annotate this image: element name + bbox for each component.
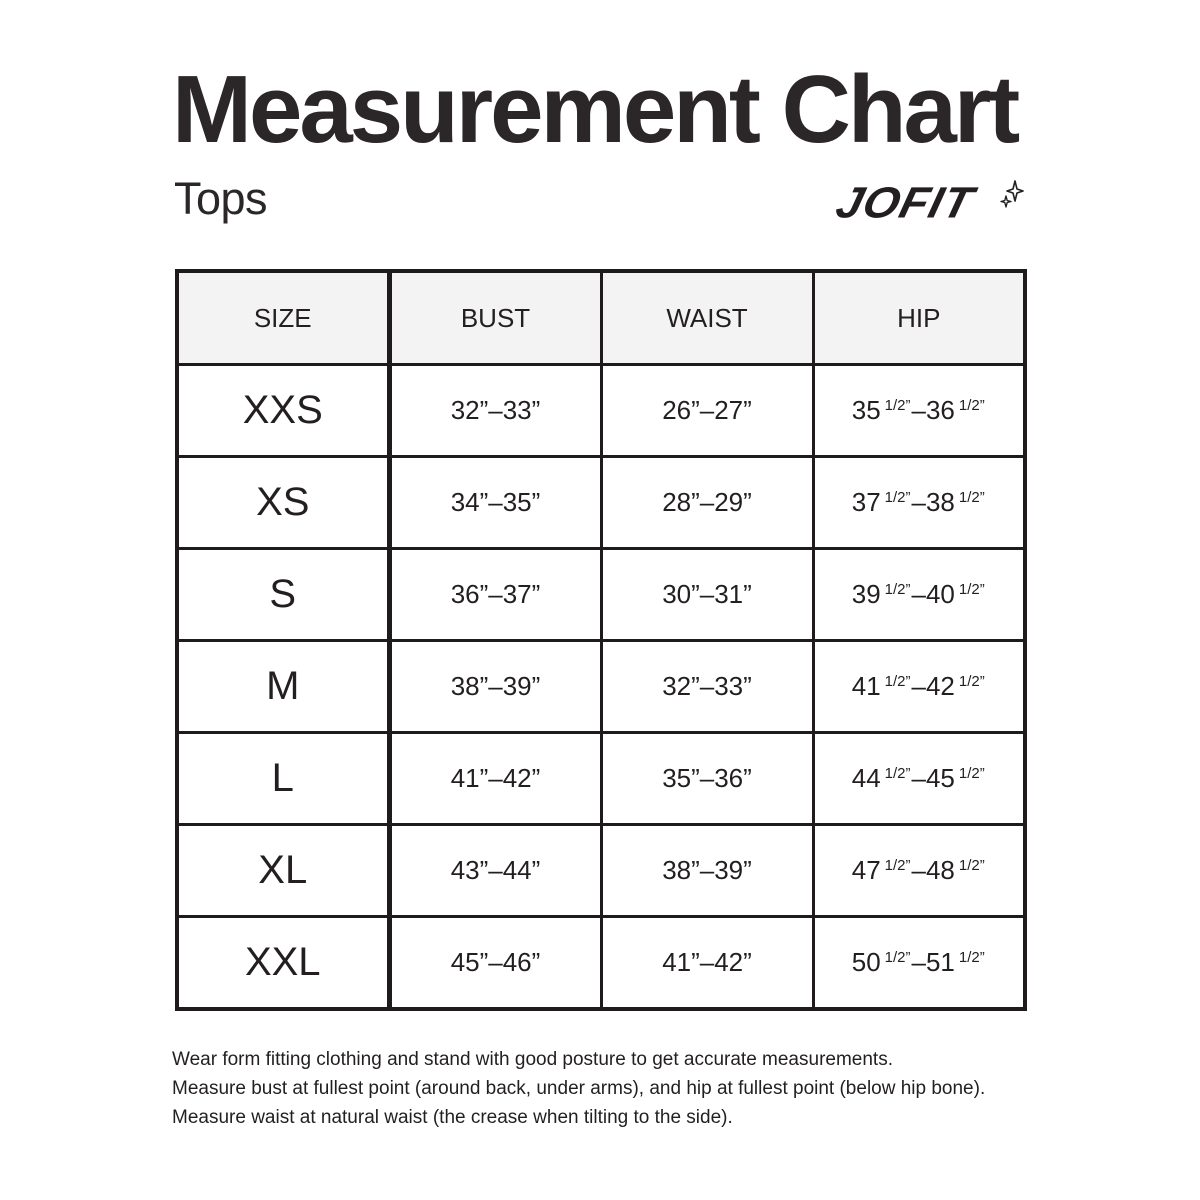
size-cell: XXS (177, 365, 389, 457)
hip-low-fraction: 1/2” (884, 857, 911, 874)
table-row (177, 917, 1025, 1010)
hip-cell (813, 365, 1025, 457)
hip-low: 50 (851, 947, 881, 977)
hip-low-fraction: 1/2” (884, 489, 911, 506)
hip-high: –45 (911, 763, 955, 793)
page-subtitle: Tops (174, 173, 268, 224)
brand-logo (832, 178, 1028, 228)
hip-low: 44 (851, 763, 881, 793)
table-row (177, 641, 1025, 733)
hip-low: 39 (851, 579, 881, 609)
table-row (177, 733, 1025, 825)
hip-high: –42 (911, 671, 955, 701)
hip-low: 35 (851, 395, 881, 425)
bust-cell: 34”–35” (389, 457, 601, 549)
hip-high-fraction: 1/2” (958, 765, 985, 782)
size-cell: S (177, 549, 389, 641)
waist-cell: 41”–42” (601, 917, 813, 1010)
hip-high: –40 (911, 579, 955, 609)
hip-high-fraction: 1/2” (958, 489, 985, 506)
hip-low-fraction: 1/2” (884, 949, 911, 966)
hip-low-fraction: 1/2” (884, 581, 911, 598)
waist-cell: 30”–31” (601, 549, 813, 641)
size-cell: XL (177, 825, 389, 917)
instruction-line: Wear form fitting clothing and stand with good posture to get accurate measurements. (172, 1049, 893, 1070)
measurement-table (175, 269, 1027, 1011)
waist-cell: 35”–36” (601, 733, 813, 825)
measurement-instructions (172, 1045, 985, 1132)
bust-cell: 32”–33” (389, 365, 601, 457)
hip-cell (813, 549, 1025, 641)
column-header-waist: WAIST (601, 271, 813, 365)
instruction-line: Measure waist at natural waist (the crease when tilting to the side). (172, 1107, 733, 1128)
hip-low: 37 (851, 487, 881, 517)
column-header-bust: BUST (389, 271, 601, 365)
hip-low-fraction: 1/2” (884, 397, 911, 414)
column-header-size: SIZE (177, 271, 389, 365)
bust-cell: 43”–44” (389, 825, 601, 917)
hip-high-fraction: 1/2” (958, 397, 985, 414)
page-title: Measurement Chart (172, 56, 1018, 163)
sparkle-icon (1000, 180, 1024, 210)
bust-cell: 38”–39” (389, 641, 601, 733)
size-cell: M (177, 641, 389, 733)
hip-cell (813, 457, 1025, 549)
table-row (177, 549, 1025, 641)
brand-logo-text: JOFIT (831, 177, 979, 227)
table-header-row (177, 271, 1025, 365)
bust-cell: 45”–46” (389, 917, 601, 1010)
hip-cell (813, 733, 1025, 825)
waist-cell: 32”–33” (601, 641, 813, 733)
hip-high-fraction: 1/2” (958, 581, 985, 598)
waist-cell: 28”–29” (601, 457, 813, 549)
bust-cell: 36”–37” (389, 549, 601, 641)
hip-low-fraction: 1/2” (884, 765, 911, 782)
instruction-line: Measure bust at fullest point (around back, under arms), and hip at fullest point (below hip bone). (172, 1078, 986, 1099)
hip-high-fraction: 1/2” (958, 673, 985, 690)
hip-low: 47 (851, 855, 881, 885)
hip-high-fraction: 1/2” (958, 857, 985, 874)
hip-cell (813, 641, 1025, 733)
size-cell: XXL (177, 917, 389, 1010)
table-row (177, 457, 1025, 549)
size-cell: XS (177, 457, 389, 549)
hip-high: –48 (911, 855, 955, 885)
hip-cell (813, 917, 1025, 1010)
waist-cell: 26”–27” (601, 365, 813, 457)
hip-high-fraction: 1/2” (958, 949, 985, 966)
waist-cell: 38”–39” (601, 825, 813, 917)
hip-high: –51 (911, 947, 955, 977)
column-header-hip: HIP (813, 271, 1025, 365)
hip-cell (813, 825, 1025, 917)
size-cell: L (177, 733, 389, 825)
hip-high: –36 (911, 395, 955, 425)
hip-high: –38 (911, 487, 955, 517)
table-row (177, 365, 1025, 457)
bust-cell: 41”–42” (389, 733, 601, 825)
table-row (177, 825, 1025, 917)
hip-low: 41 (851, 671, 881, 701)
hip-low-fraction: 1/2” (884, 673, 911, 690)
